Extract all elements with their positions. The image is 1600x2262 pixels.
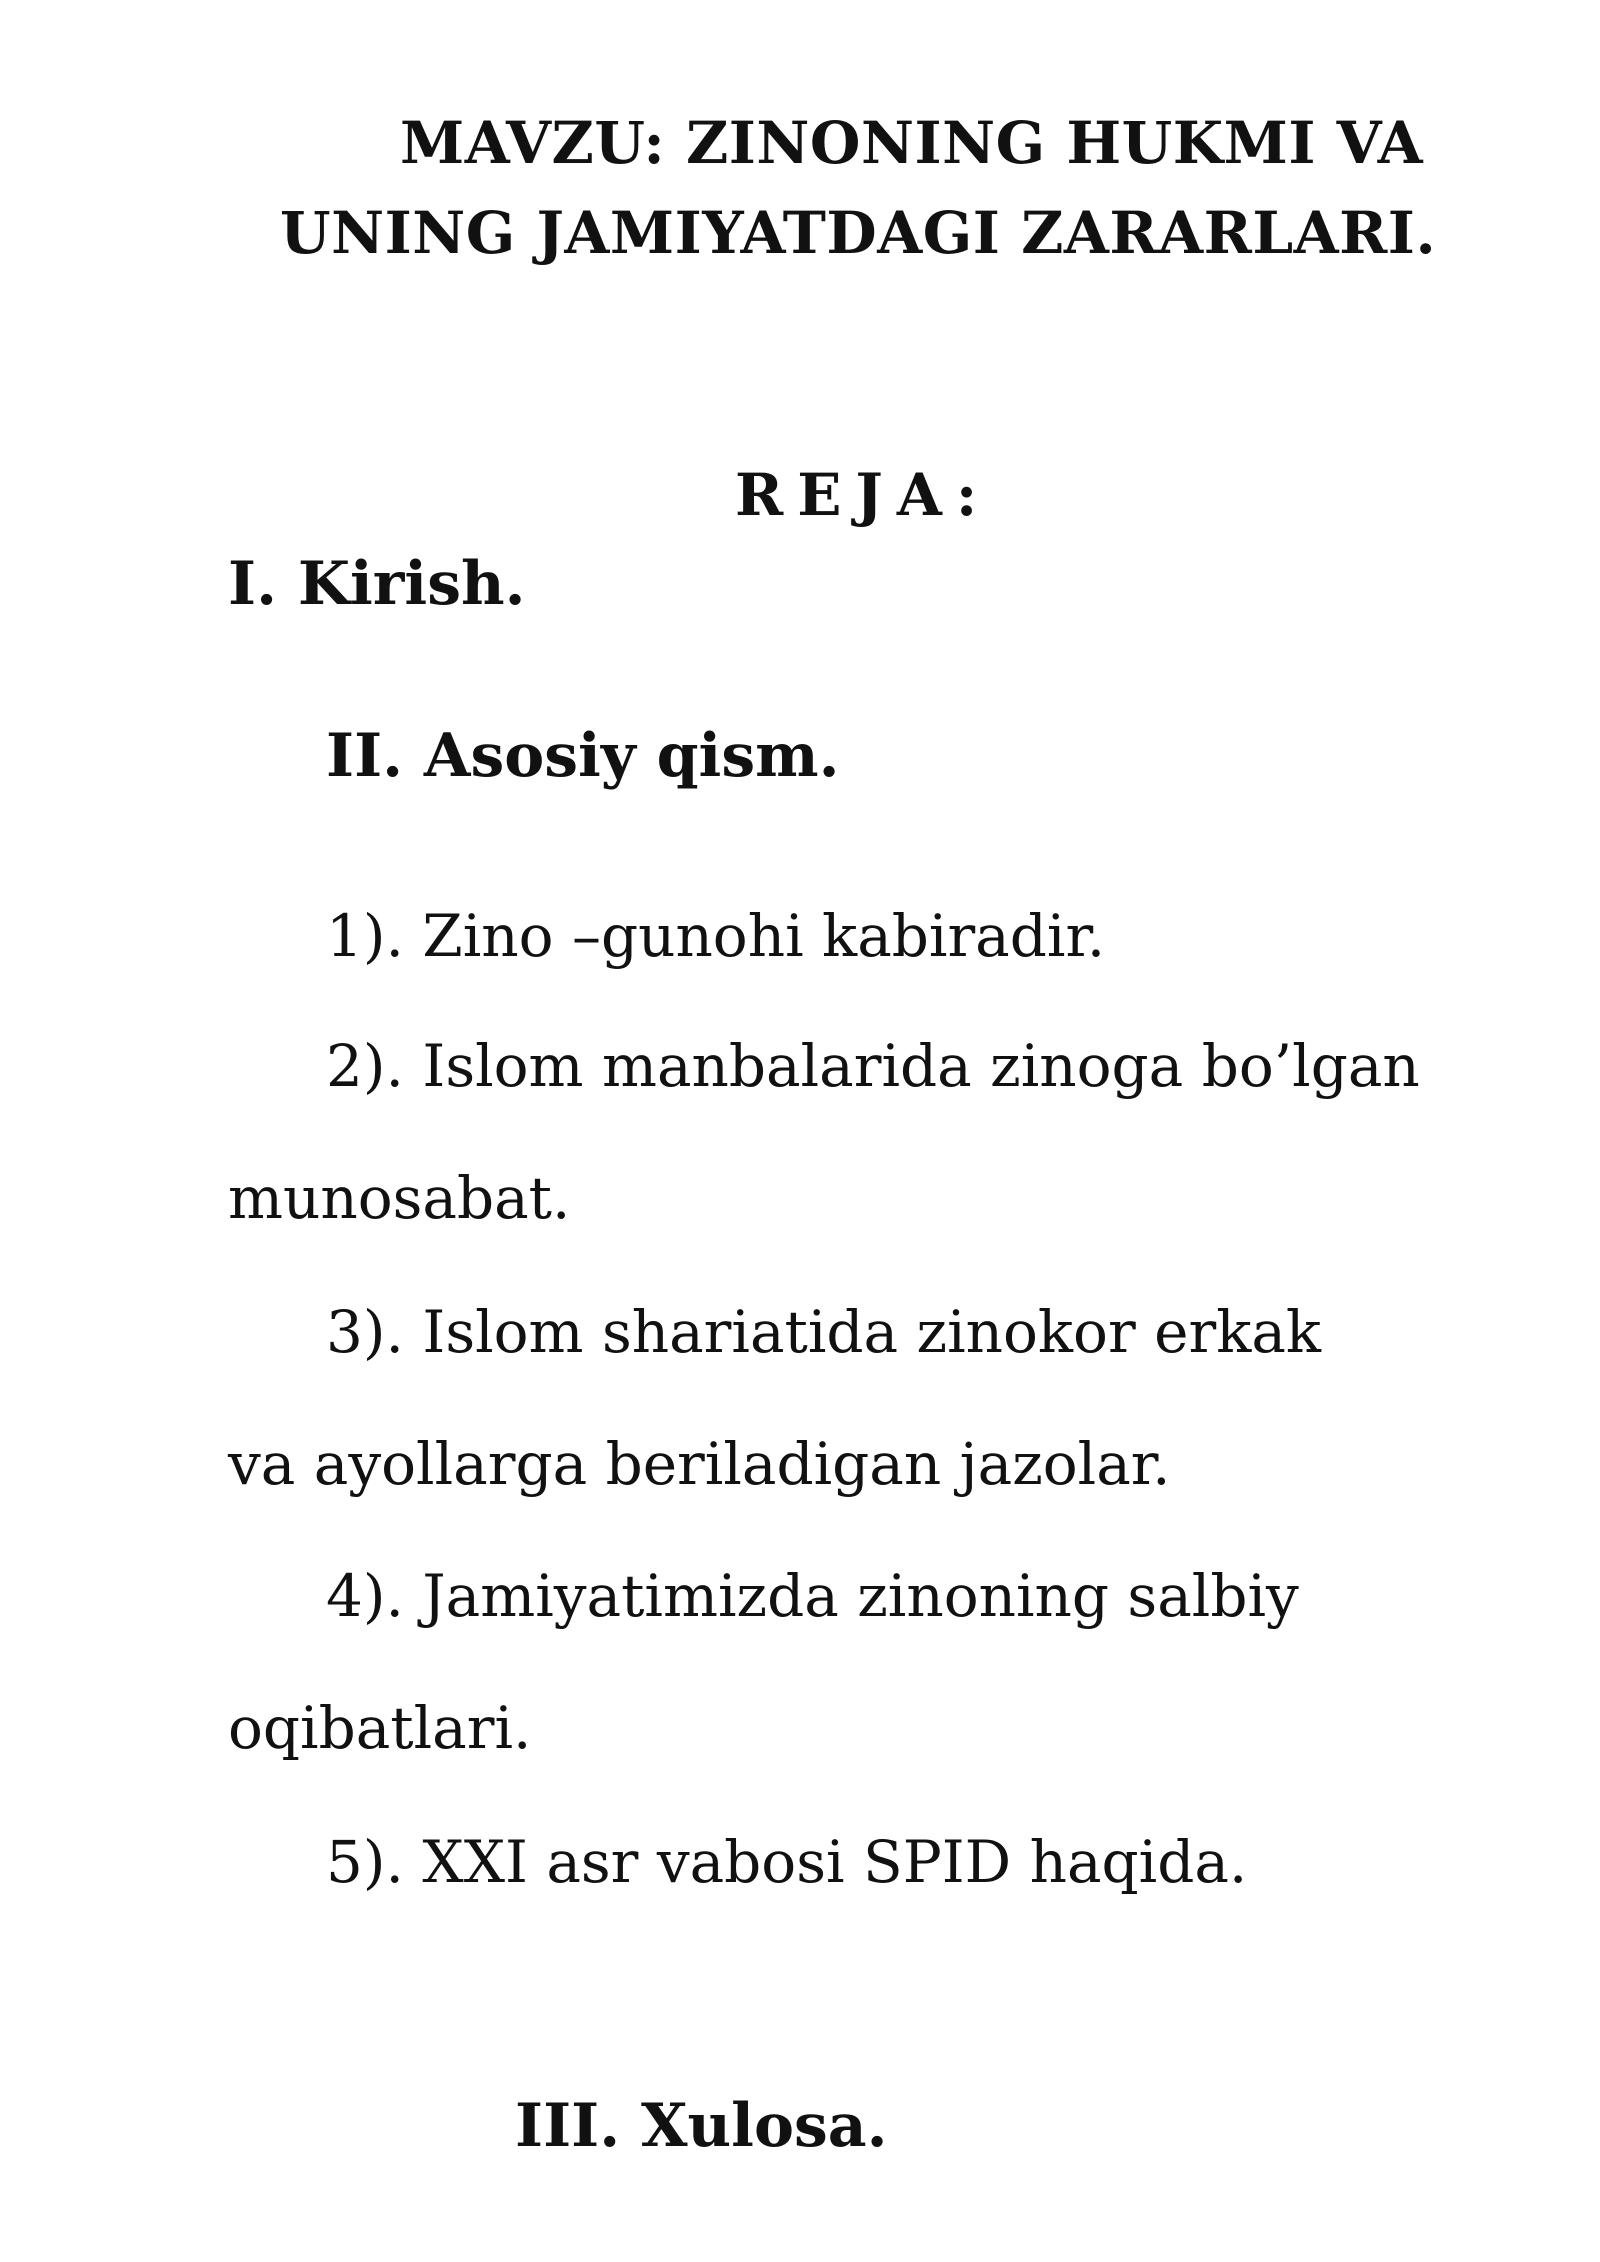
- item-5-line-1: 5). XXI asr vabosi SPID haqida.: [326, 1828, 1248, 1896]
- item-2-line-2: munosabat.: [228, 1164, 571, 1232]
- title-line-2: UNING JAMIYATDAGI ZARARLARI.: [280, 199, 1437, 267]
- plan-heading: REJA:: [735, 461, 992, 529]
- section-main: II. Asosiy qism.: [326, 721, 840, 791]
- section-conclusion: III. Xulosa.: [515, 2091, 888, 2161]
- item-2-line-1: 2). Islom manbalarida zinoga bo’lgan: [326, 1032, 1420, 1100]
- item-3-line-1: 3). Islom shariatida zinokor erkak: [326, 1298, 1322, 1366]
- section-intro: I. Kirish.: [228, 549, 526, 619]
- item-4-line-1: 4). Jamiyatimizda zinoning salbiy: [326, 1562, 1299, 1630]
- item-3-line-2: va ayollarga beriladigan jazolar.: [228, 1430, 1171, 1498]
- item-4-line-2: oqibatlari.: [228, 1694, 532, 1762]
- item-1-line-1: 1). Zino –gunohi kabiradir.: [326, 902, 1106, 970]
- title-line-1: MAVZU: ZINONING HUKMI VA: [400, 109, 1424, 177]
